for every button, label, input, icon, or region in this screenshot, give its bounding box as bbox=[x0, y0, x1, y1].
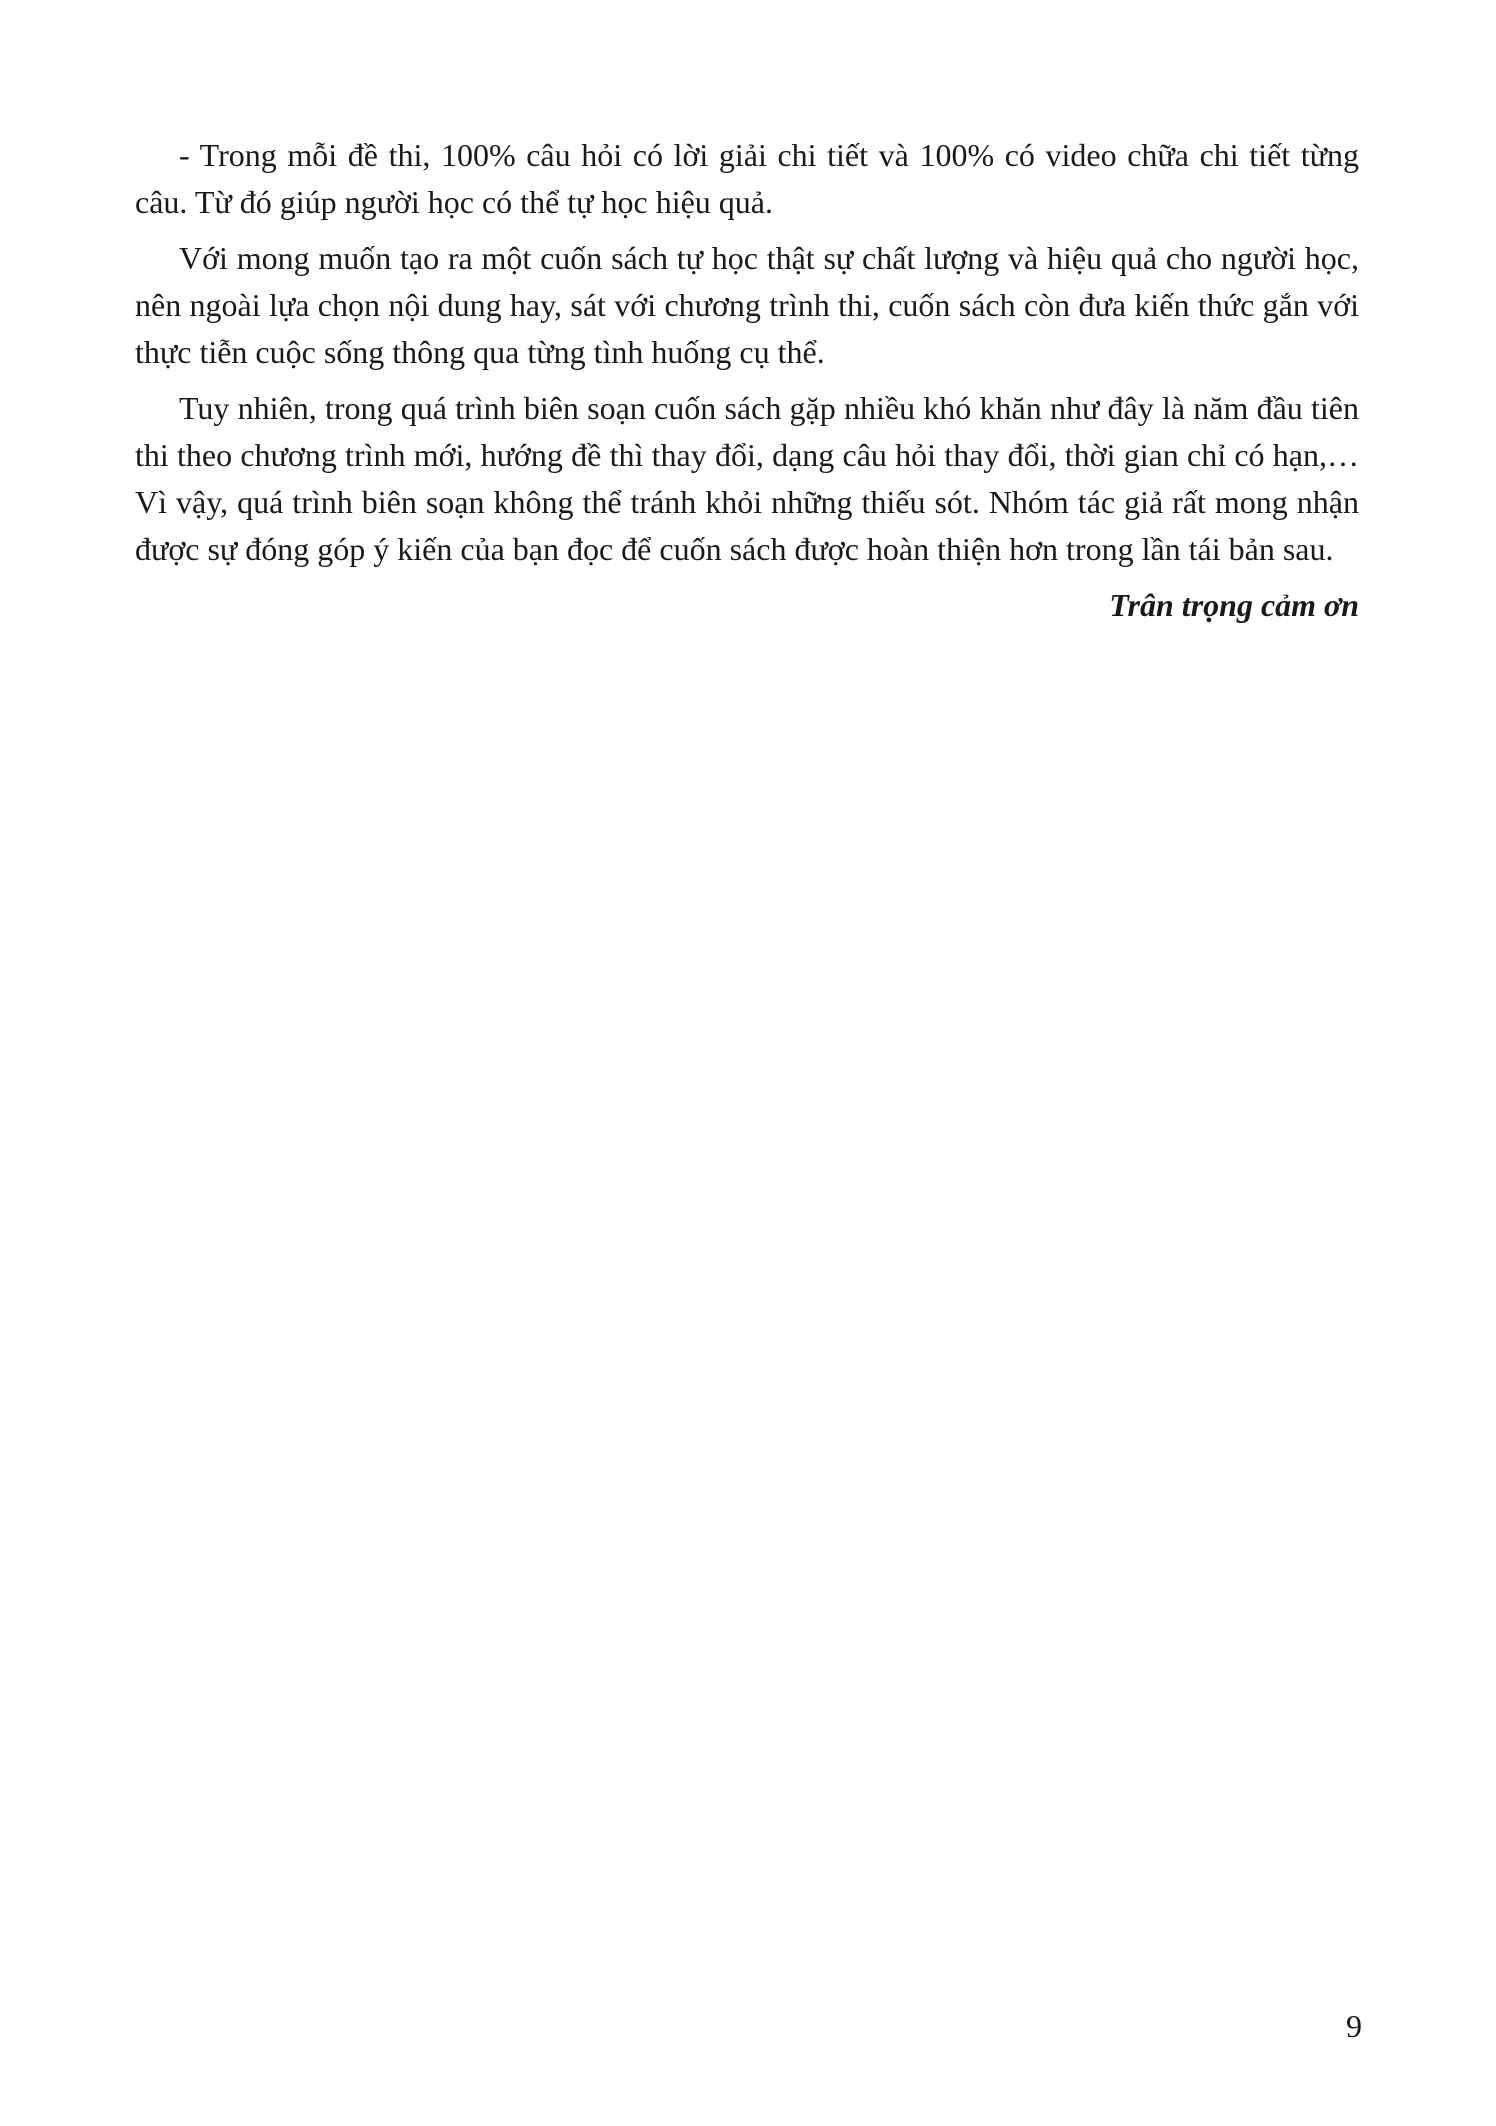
page-body bbox=[135, 132, 1359, 629]
paragraph-book-purpose: Với mong muốn tạo ra một cuốn sách tự học thật sự chất lượng và hiệu quả cho người học, nên ngoài lựa chọn nội dung hay, sát với chương trình thi, cuốn sách còn đưa kiến thức gắn với thực tiễn cuộc sống thông qua từng tình huống cụ thể. bbox=[135, 240, 1359, 370]
closing-thanks: Trân trọng cảm ơn bbox=[1109, 587, 1359, 623]
paragraph-solution-note: - Trong mỗi đề thi, 100% câu hỏi có lời giải chi tiết và 100% có video chữa chi tiết từng câu. Từ đó giúp người học có thể tự học hiệu quả. bbox=[135, 137, 1359, 220]
paragraph-difficulties: Tuy nhiên, trong quá trình biên soạn cuốn sách gặp nhiều khó khăn như đây là năm đầu tiên thi theo chương trình mới, hướng đề thì thay đổi, dạng câu hỏi thay đổi, thời gian chỉ có hạn,… Vì vậy, quá trình biên soạn không thể tránh khỏi những thiếu sót. Nhóm tác giả rất mong nhận được sự đóng góp ý kiến của bạn đọc để cuốn sách được hoàn thiện hơn trong lần tái bản sau. bbox=[135, 390, 1359, 567]
page-number: 9 bbox=[1346, 2008, 1362, 2044]
